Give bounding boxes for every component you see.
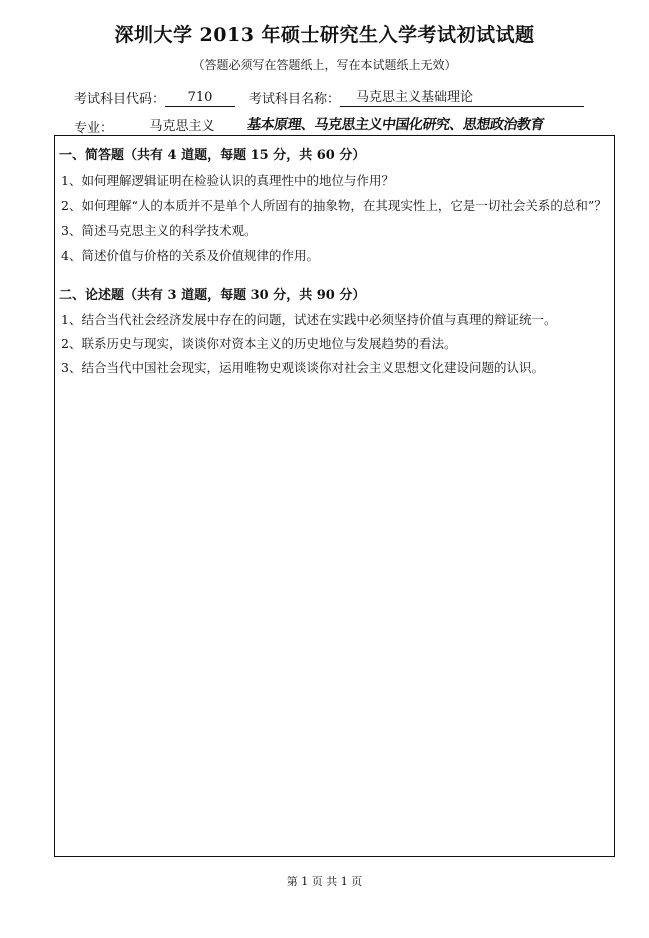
major-info-row: [74, 114, 577, 136]
subject-code-value: 710: [165, 90, 235, 107]
question-item: 2、联系历史与现实，谈谈你对资本主义的历史地位与发展趋势的看法。: [61, 336, 457, 351]
answer-notice: （答题必须写在答题纸上，写在本试题纸上无效）: [192, 58, 457, 72]
question-item: 3、简述马克思主义的科学技术观。: [61, 223, 257, 238]
major-label: 专业：: [74, 121, 114, 136]
section-title-essay: 二、论述题（共有 3 道题，每题 30 分，共 90 分）: [59, 288, 366, 303]
subject-name-value: 马克思主义基础理论: [340, 86, 584, 107]
question-box: [54, 135, 615, 857]
question-item: 4、简述价值与价格的关系及价值规律的作用。: [61, 248, 319, 263]
exam-title: 深圳大学 2013 年硕士研究生入学考试初试试题: [114, 24, 535, 46]
question-item: 1、如何理解逻辑证明在检验认识的真理性中的地位与作用？: [61, 173, 394, 188]
subject-info-row: [74, 86, 584, 107]
subject-code-label: 考试科目代码：: [74, 92, 166, 107]
subject-name-label: 考试科目名称：: [249, 92, 341, 107]
major-handwritten-note: 基本原理、马克思主义中国化研究、思想政治教育: [245, 114, 578, 136]
major-value: 马克思主义: [127, 115, 237, 136]
page-number: 第 1 页 共 1 页: [286, 875, 363, 888]
section-title-short-answer: 一、简答题（共有 4 道题，每题 15 分，共 60 分）: [59, 148, 366, 163]
question-item: 3、结合当代中国社会现实，运用唯物史观谈谈你对社会主义思想文化建设问题的认识。: [61, 360, 544, 375]
question-item: 1、结合当代社会经济发展中存在的问题，试述在实践中必须坚持价值与真理的辩证统一。: [61, 312, 557, 327]
question-item: 2、如何理解“人的本质并不是单个人所固有的抽象物，在其现实性上，它是一切社会关系的总和”？: [61, 198, 607, 213]
